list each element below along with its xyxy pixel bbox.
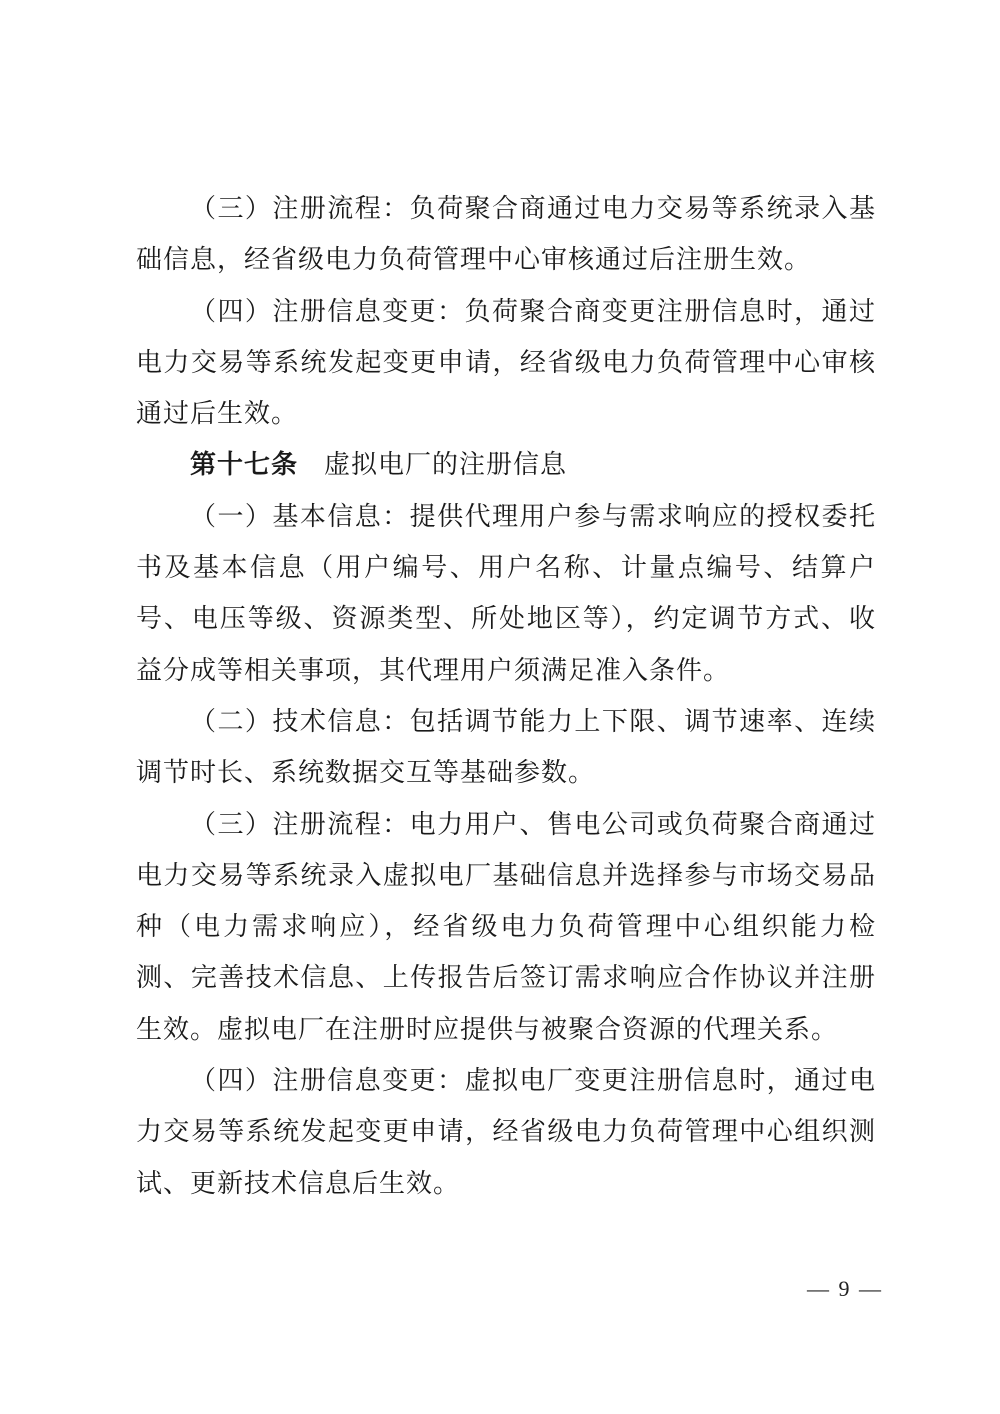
paragraph-technical-info: （二）技术信息：包括调节能力上下限、调节速率、连续调节时长、系统数据交互等基础参数。: [136, 706, 876, 789]
paragraph-registration-change-aggregator: （四）注册信息变更：负荷聚合商变更注册信息时，通过电力交易等系统发起变更申请，经省级电力负荷管理中心审核通过后生效。: [136, 296, 876, 430]
article-title: 虚拟电厂的注册信息: [324, 450, 568, 481]
paragraph-basic-info: （一）基本信息：提供代理用户参与需求响应的授权委托书及基本信息（用户编号、用户名称、计量点编号、结算户号、电压等级、资源类型、所处地区等），约定调节方式、收益分成等相关事项，其代理用户须满足准入条件。: [136, 501, 876, 686]
paragraph-registration-process-aggregator: （三）注册流程：负荷聚合商通过电力交易等系统录入基础信息，经省级电力负荷管理中心审核通过后注册生效。: [136, 194, 876, 276]
article-heading: [136, 440, 876, 491]
paragraph-registration-process-vpp: （三）注册流程：电力用户、售电公司或负荷聚合商通过电力交易等系统录入虚拟电厂基础信息并选择参与市场交易品种（电力需求响应），经省级电力负荷管理中心组织能力检测、完善技术信息、上传报告后签订需求响应合作协议并注册生效。虚拟电厂在注册时应提供与被聚合资源的代理关系。: [136, 809, 876, 1045]
paragraph-registration-change-vpp: （四）注册信息变更：虚拟电厂变更注册信息时，通过电力交易等系统发起变更申请，经省级电力负荷管理中心组织测试、更新技术信息后生效。: [136, 1066, 876, 1199]
document-body: [136, 184, 876, 1210]
article-number: 第十七条: [190, 450, 299, 481]
page-number: — 9 —: [807, 1276, 883, 1301]
